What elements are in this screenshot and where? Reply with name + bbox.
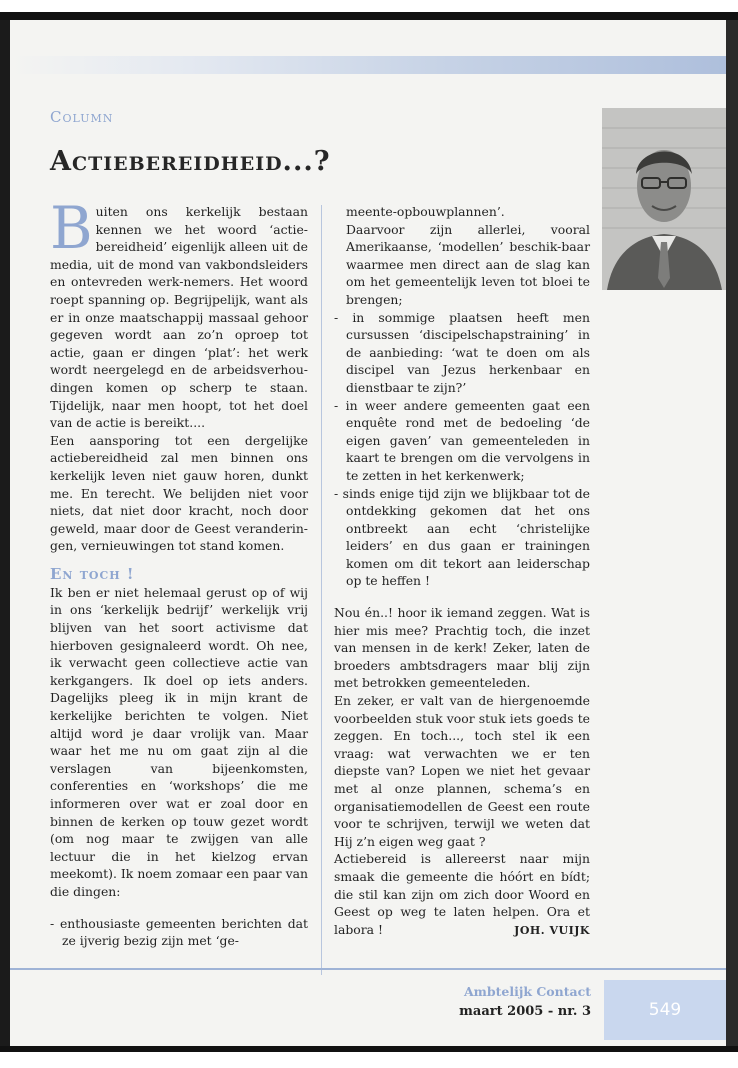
page-number: 549 [648,1000,682,1020]
section-label: Column [50,108,114,126]
scan-top-border [0,12,738,20]
paragraph-gap [334,590,590,604]
author-portrait-photo [602,108,726,290]
article-title: Actiebereidheid...? [50,146,331,177]
scan-left-border [0,20,10,1048]
bullet-item: - sinds enige tijd zijn we blijkbaar tot de ontdekking gekomen dat het ons ontbreekt aan echt ‘christelijke leiders’ en dus gaan er trainingen komen om dit tekort aan leiderschap op te heffen ! [334,485,590,589]
issue-date: maart 2005 - nr. 3 [459,1004,591,1019]
paragraph: Ik ben er niet helemaal gerust op of wij in ons ‘kerkelijk bedrijf’ werkelijk vrij blijven van het soort activisme dat hierboven gesignaleerd wordt. Oh nee, ik verwacht geen collectieve actie van kerkgangers. Ik doel op iets anders. Dagelijks pleeg ik in mijn krant de kerkelijke berichten te volgen. Niet altijd word je daar vrolijk van. Maar waar het me nu om gaat zijn al die verslagen van bijeenkomsten, conferenties en ‘workshops’ die me informeren over wat er zoal door en binnen de kerken op touw gezet wordt (om nog maar te zwijgen van alle lectuur die in het kielzog ervan meekomt). Ik noem zomaar een paar van die dingen: [50,584,308,899]
header-gradient-band [10,56,726,74]
bullet-continuation: meente-opbouwplannen’. [346,204,505,219]
paragraph: Nou én..! hoor ik iemand zeggen. Wat is hier mis mee? Prachtig toch, die inzet van mensen in de kerk! Zeker, laten de broeders ambtsdragers maar blij zijn met betrokken gemeenteleden. [334,605,590,691]
scan-right-border [726,20,738,1048]
portrait-image [602,108,726,290]
bullet-item: - enthousiaste gemeenten berichten dat ze ijverig bezig zijn met ‘ge- [50,915,308,949]
paragraph: Actiebereid is allereerst naar mijn smaak die gemeente die hóórt en bídt; die stil kan zijn om zich door Woord en Geest op weg te laten helpen. Ora et labora ! [334,851,590,937]
intro-paragraph: Buiten ons kerkelijk bestaan kennen we het woord ‘actie-bereidheid’ eigenlijk alleen uit de media, uit de mond van vakbondsleiders en ontevreden werk-nemers. Het woord roept spanning op. Begrijpelijk, want als er in onze maatschappij massaal gehoor gegeven wordt aan zo’n oproep tot actie, gaan er dingen ‘plat’: het werk wordt neergelegd en de arbeidsverhou-dingen komen op scherp te staan. Tijdelijk, naar men hoopt, tot het doel van de actie is bereikt.... [50,194,308,431]
scan-bottom-border [0,1046,738,1052]
bullet-continuation: Daarvoor zijn allerlei, vooral Amerikaanse, ‘modellen’ beschik-baar waarmee men direct aan de slag kan om het gemeentelijk leven tot bloei te brengen; [346,221,590,307]
author-signature: JOH. VUIJK [514,924,590,937]
paragraph: Een aansporing tot een dergelijke actiebereidheid zal men binnen ons kerkelijk leven niet gauw horen, dunkt me. En terecht. We belijden niet voor niets, dat niet door kracht, noch door geweld, maar door de Geest veranderin-gen, vernieuwingen tot stand komen. [50,432,308,554]
paragraph-gap [50,901,308,915]
left-text-column [50,194,308,950]
column-divider [321,205,322,975]
bullet-item: - in weer andere gemeenten gaat een enquête rond met de bedoeling ‘de eigen gaven’ van gemeenteleden in kaart te brengen om die vervolgens in te zetten in het kerkenwerk; [334,397,590,483]
publication-name: Ambtelijk Contact [463,984,591,999]
bullet-item: - in sommige plaatsen heeft men cursussen ‘discipelschapstraining’ in de aanbieding: ‘wat te doen om als discipel van Jezus herkenbaar en dienstbaar te zijn?’ [334,309,590,395]
footer-rule [10,968,726,970]
right-text-column [334,203,590,938]
subheading: En toch ! [50,564,135,583]
paragraph: En zeker, er valt van de hiergenoemde voorbeelden stuk voor stuk iets goeds te zeggen. En toch..., toch stel ik een vraag: wat verwachten we er ten diepste van? Lopen we niet het gevaar met al onze plannen, schema’s en organisatiemodellen de Geest een route voor te schrijven, terwijl we weten dat Hij z’n eigen weg gaat ? [334,693,590,849]
